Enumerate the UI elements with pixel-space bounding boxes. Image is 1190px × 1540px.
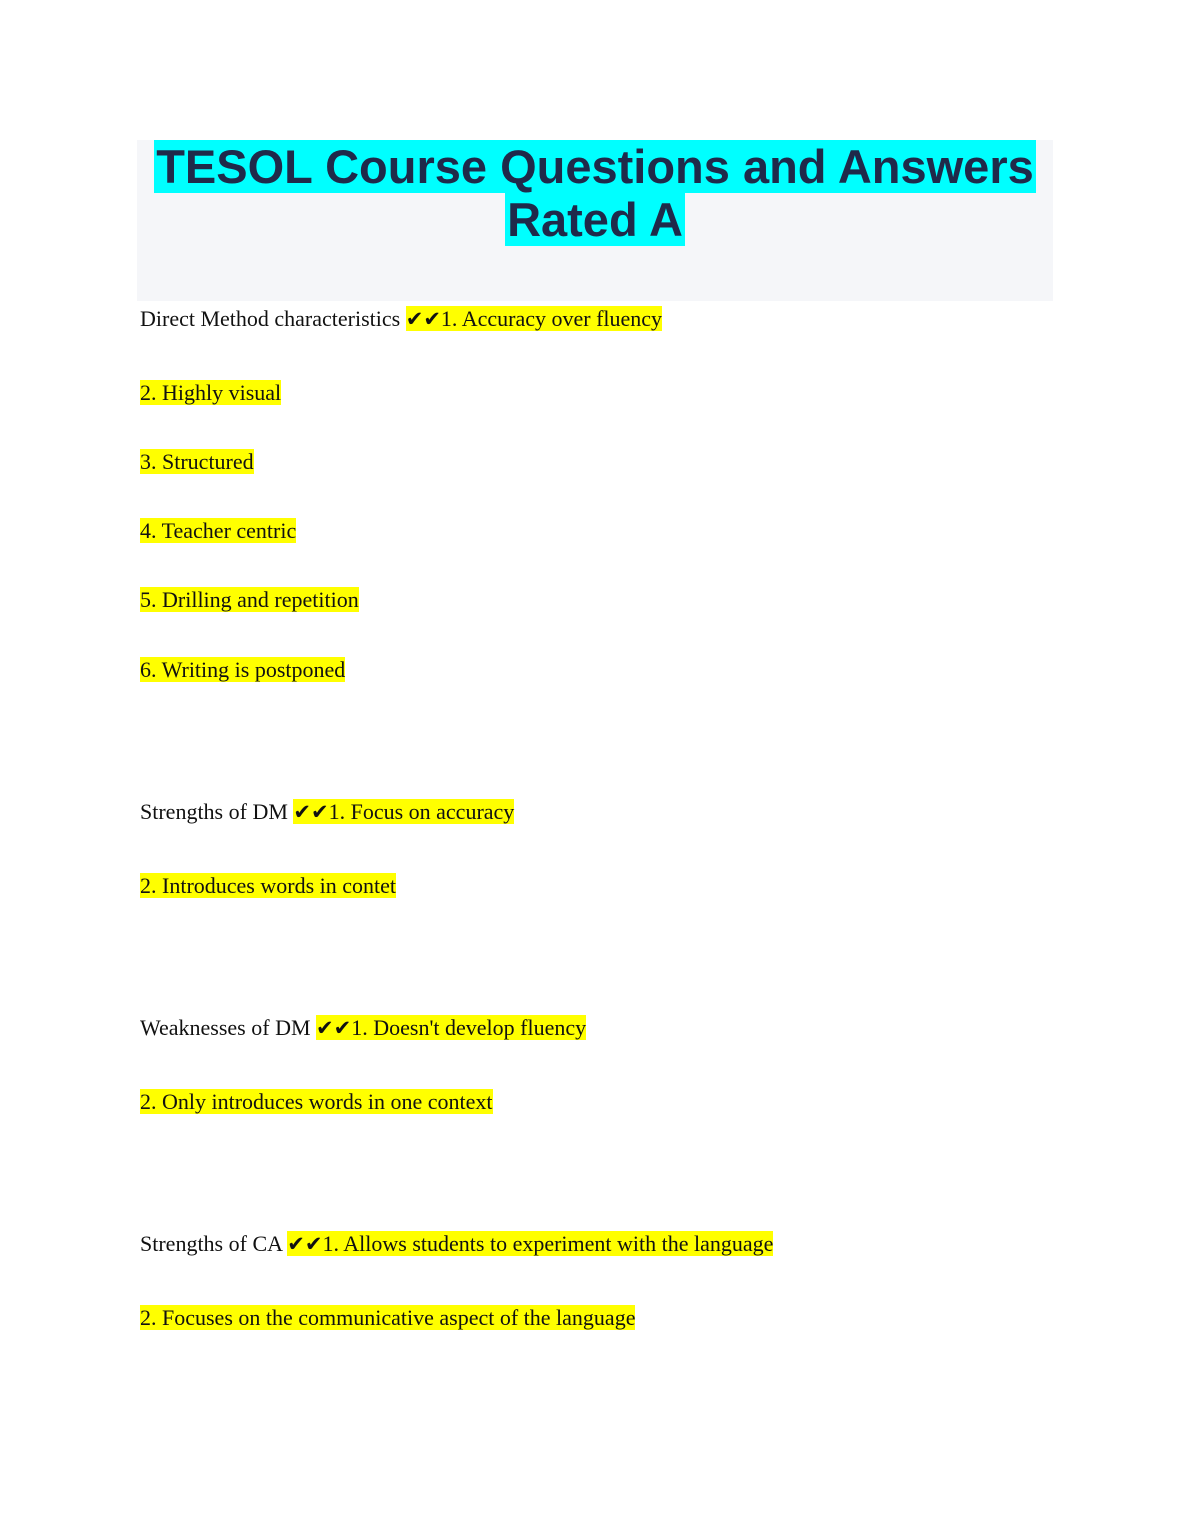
answer-text: 1. Focus on accuracy — [328, 799, 515, 824]
check-mark-icon: ✔✔ — [316, 1016, 352, 1040]
answer-row — [140, 447, 254, 477]
answer-highlight — [406, 306, 662, 331]
answer-text: 1. Allows students to experiment with the language — [322, 1231, 774, 1256]
answer-highlight — [287, 1231, 773, 1256]
question-row — [140, 1229, 773, 1259]
answer-highlight — [316, 1015, 586, 1040]
document-title-block — [137, 140, 1053, 301]
answer-text: 6. Writing is postponed — [140, 657, 346, 682]
answer-row — [140, 1303, 635, 1333]
answer-row — [140, 516, 296, 546]
answer-text: 4. Teacher centric — [140, 518, 297, 543]
answer-row — [140, 585, 359, 615]
answer-highlight — [293, 799, 514, 824]
question-text: Direct Method characteristics — [140, 306, 401, 331]
answer-text: 3. Structured — [140, 449, 254, 474]
answer-text: 1. Accuracy over fluency — [440, 306, 663, 331]
question-row — [140, 797, 514, 827]
answer-row — [140, 871, 396, 901]
check-mark-icon: ✔✔ — [293, 800, 329, 824]
title-text-1: TESOL Course Questions and Answers — [156, 140, 1034, 193]
question-row — [140, 1013, 586, 1043]
document-title-line-1 — [137, 140, 1053, 194]
answer-row — [140, 1087, 493, 1117]
answer-text: 1. Doesn't develop fluency — [351, 1015, 587, 1040]
title-text-2: Rated A — [507, 193, 683, 246]
document-title-line-2 — [137, 193, 1053, 247]
answer-text: 2. Highly visual — [140, 380, 282, 405]
answer-text: 2. Only introduces words in one context — [140, 1089, 493, 1114]
check-mark-icon: ✔✔ — [287, 1232, 323, 1256]
question-text: Weaknesses of DM — [140, 1015, 311, 1040]
answer-text: 5. Drilling and repetition — [140, 587, 359, 612]
answer-row — [140, 378, 281, 408]
question-text: Strengths of CA — [140, 1231, 282, 1256]
answer-text: 2. Introduces words in contet — [140, 873, 396, 898]
answer-row — [140, 655, 345, 685]
answer-text: 2. Focuses on the communicative aspect of the language — [140, 1305, 636, 1330]
check-mark-icon: ✔✔ — [405, 307, 441, 331]
question-text: Strengths of DM — [140, 799, 288, 824]
question-row — [140, 304, 662, 334]
